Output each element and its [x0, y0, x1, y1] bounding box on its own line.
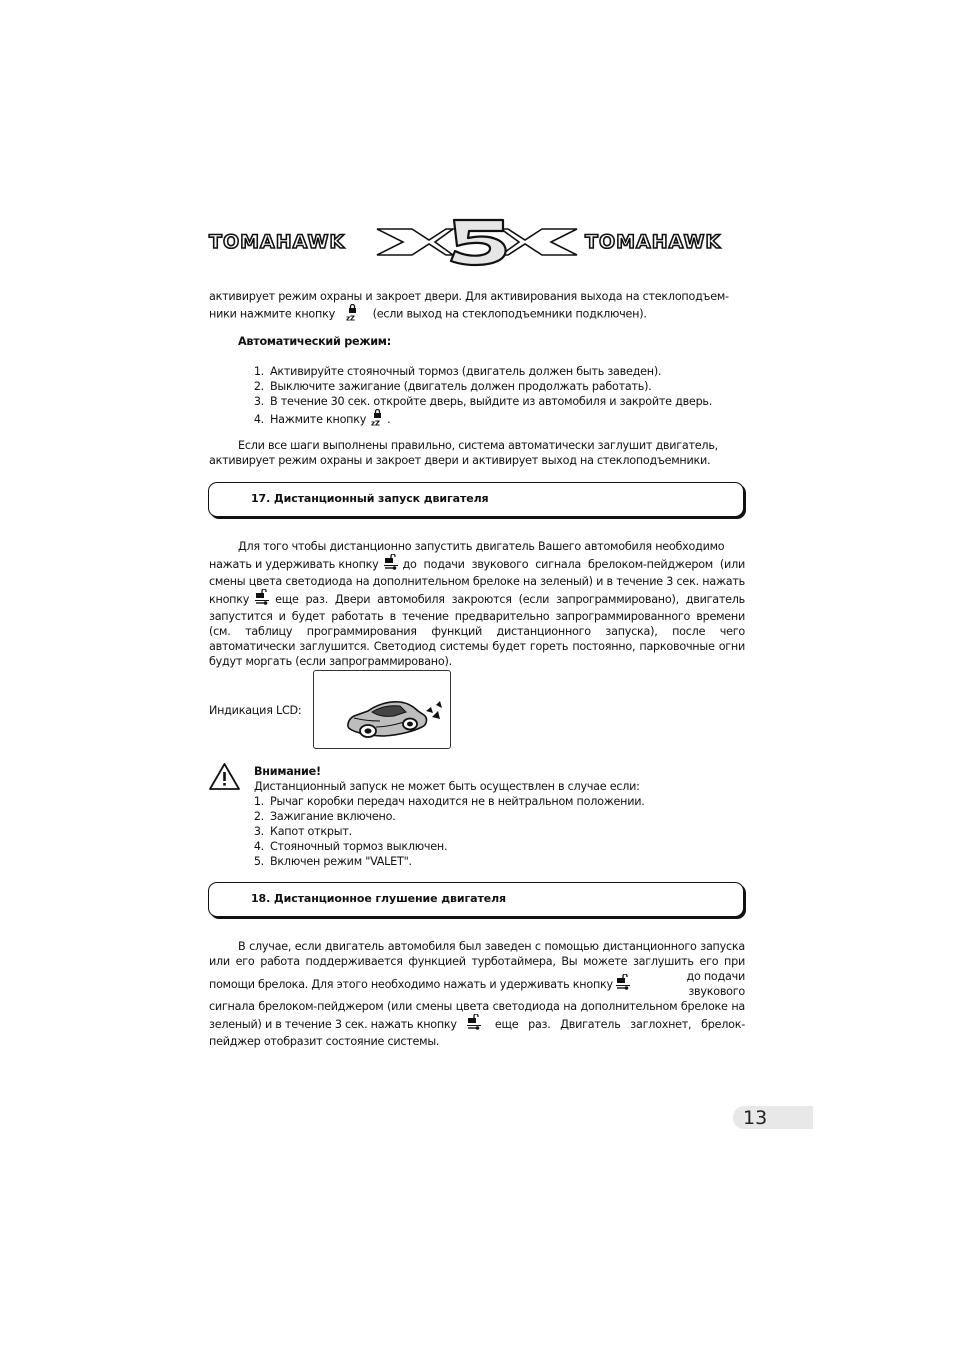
- s18-line-5a: зеленый) и в течение 3 сек. нажать кнопку: [209, 1017, 457, 1031]
- page-number-tab: [733, 1106, 813, 1129]
- item-number: 2.: [253, 810, 264, 823]
- svg-text:zZ: zZ: [371, 419, 380, 426]
- section-18-paragraph: [209, 939, 745, 1049]
- s18-line-1: В случае, если двигатель автомобиля был заведен с помощью дистанционного запуска: [238, 940, 745, 953]
- s17-line-2a: нажать и удерживать кнопку: [209, 557, 379, 571]
- s18-line-5: [209, 1014, 745, 1034]
- step-text: В течение 30 сек. откройте дверь, выйдите из автомобиля и закройте дверь.: [270, 395, 713, 408]
- s17-line-2: [209, 554, 745, 574]
- warning-list: [248, 794, 748, 869]
- step-text: Активируйте стояночный тормоз (двигатель должен быть заведен).: [270, 365, 662, 378]
- s18-line-3b: до подачи звукового: [686, 970, 745, 998]
- s18-line-5b: еще раз. Двигатель заглохнет, брелок-: [494, 1017, 745, 1031]
- s18-line-4: сигнала брелоком-пейджером (или смены цвета светодиода на дополнительном брелоке на: [209, 1000, 745, 1013]
- step-number: 1.: [253, 365, 264, 378]
- section-17-title: 17. Дистанционный запуск двигателя: [251, 492, 489, 505]
- section-18-title: 18. Дистанционное глушение двигателя: [251, 892, 506, 905]
- list-item: [248, 409, 748, 430]
- item-number: 3.: [253, 825, 264, 838]
- step-text: Выключите зажигание (двигатель должен продолжать работать).: [270, 380, 652, 393]
- intro-line-2b: (если выход на стеклоподъемники подключен).: [372, 307, 647, 321]
- unlock-key-icon: [616, 974, 630, 994]
- brand-name-left: TOMAHAWK: [209, 231, 346, 253]
- step-number: 3.: [253, 395, 264, 408]
- s17-line-1: Для того чтобы дистанционно запустить двигатель Вашего автомобиля необходимо: [238, 540, 725, 553]
- auto-mode-result-2: активирует режим охраны и закроет двери и активирует выход на стеклоподъемники.: [209, 454, 711, 467]
- section-17-header: [208, 482, 744, 517]
- auto-mode-steps: [248, 364, 748, 430]
- s18-line-2: или его работа поддерживается функцией турботаймера, Вы можете заглушить его при: [209, 955, 745, 968]
- s17-line-4a: кнопку: [209, 592, 250, 606]
- lock-zz-icon: [371, 409, 384, 430]
- s17-line-6: (см. таблицу программирования функций дистанционного запуска), после чего: [209, 625, 745, 638]
- list-item: [248, 394, 748, 409]
- list-item: [248, 794, 748, 809]
- item-number: 5.: [253, 855, 264, 868]
- list-item: [248, 854, 748, 869]
- unlock-key-icon: [384, 554, 398, 574]
- auto-mode-result-1: Если все шаги выполнены правильно, система автоматически заглушит двигатель,: [238, 439, 718, 452]
- auto-mode-heading: Автоматический режим:: [238, 335, 391, 348]
- brand-name-right: TOMAHAWK: [585, 231, 722, 253]
- s17-line-8: будут моргать (если запрограммировано).: [209, 655, 452, 668]
- item-text: Рычаг коробки передач находится не в нейтральном положении.: [270, 795, 645, 808]
- list-item: [248, 379, 748, 394]
- item-text: Включен режим "VALET".: [270, 855, 412, 868]
- item-number: 1.: [253, 795, 264, 808]
- warning-icon: [208, 762, 241, 795]
- header-logo: [207, 216, 747, 268]
- lcd-display: [313, 670, 451, 749]
- item-number: 4.: [253, 840, 264, 853]
- warning-title: Внимание!: [254, 765, 321, 778]
- step-text: Нажмите кнопку: [270, 413, 367, 426]
- warning-intro: Дистанционный запуск не может быть осуществлен в случае если:: [254, 780, 640, 793]
- s17-line-5: запустится и будет работать в течение предварительно запрограммированного времени: [209, 610, 745, 623]
- section-18-header: [208, 882, 744, 917]
- s17-line-3: смены цвета светодиода на дополнительном брелоке на зеленый) и в течение 3 сек. нажать: [209, 575, 745, 588]
- s17-line-4b: еще раз. Двери автомобиля закроются (если запрограммировано), двигатель: [275, 592, 745, 606]
- step-suffix: .: [387, 413, 391, 426]
- step-number: 2.: [253, 380, 264, 393]
- step-number: 4.: [253, 413, 264, 426]
- lock-zz-icon: [346, 304, 359, 325]
- car-remote-start-icon: [314, 671, 450, 748]
- intro-line-1: активирует режим охраны и закроет двери. Для активирования выхода на стеклоподъем-: [209, 290, 729, 303]
- s18-line-3: [209, 969, 745, 999]
- list-item: [248, 824, 748, 839]
- item-text: Стояночный тормоз выключен.: [270, 840, 448, 853]
- intro-line-2a: ники нажмите кнопку: [209, 307, 335, 321]
- s18-line-3a: помощи брелока. Для этого необходимо нажать и удерживать кнопку: [209, 977, 613, 991]
- s17-line-2b: до подачи звукового сигнала брелоком-пейджером (или: [402, 557, 745, 571]
- list-item: [248, 364, 748, 379]
- svg-text:zZ: zZ: [346, 314, 355, 321]
- list-item: [248, 809, 748, 824]
- lcd-label: Индикация LCD:: [209, 704, 302, 717]
- unlock-key-icon: [467, 1014, 481, 1034]
- section-17-paragraph: [209, 539, 745, 669]
- list-item: [248, 839, 748, 854]
- item-text: Зажигание включено.: [270, 810, 396, 823]
- s18-line-6: пейджер отобразит состояние системы.: [209, 1035, 440, 1048]
- item-text: Капот открыт.: [270, 825, 352, 838]
- page-number: 13: [743, 1107, 768, 1129]
- unlock-key-icon: [255, 589, 269, 609]
- intro-line-2: [209, 304, 749, 325]
- s17-line-4: [209, 589, 745, 609]
- s17-line-7: автоматически заглушится. Светодиод системы будет гореть постоянно, парковочные огни: [209, 640, 745, 653]
